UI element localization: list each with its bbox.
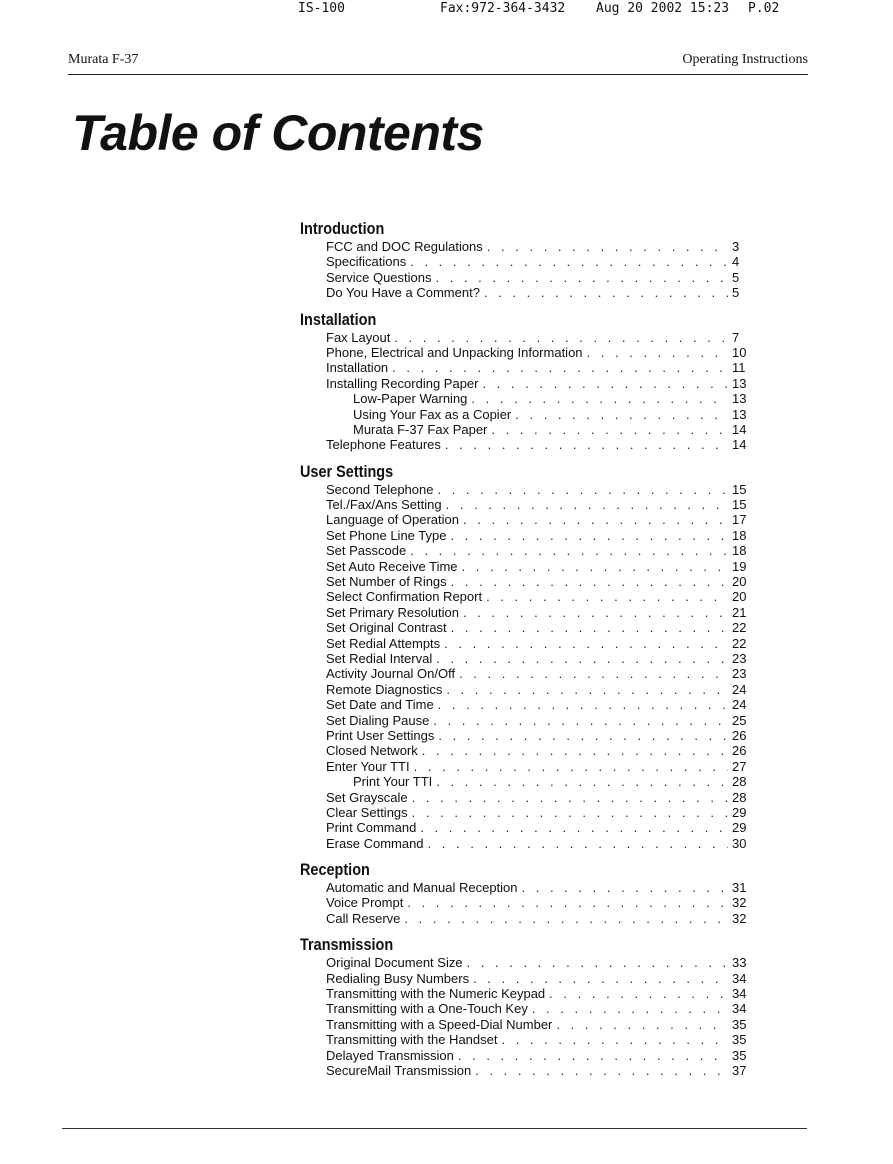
toc-entry bbox=[300, 497, 750, 512]
toc-entry bbox=[300, 605, 750, 620]
toc-entry bbox=[300, 543, 750, 558]
toc-entry bbox=[300, 1001, 750, 1016]
page-title: Table of Contents bbox=[72, 105, 484, 161]
dot-leader bbox=[412, 790, 728, 805]
toc-entry bbox=[300, 895, 750, 910]
toc-entry-page: 29 bbox=[732, 804, 747, 820]
toc-entry-label: Installing Recording Paper bbox=[326, 375, 479, 391]
toc-entry-label: Remote Diagnostics bbox=[326, 681, 443, 697]
toc-entry-label: Telephone Features bbox=[326, 437, 441, 453]
toc-entry bbox=[300, 422, 750, 437]
toc-entry bbox=[300, 512, 750, 527]
toc-entry bbox=[300, 589, 750, 604]
toc-entry-label: Specifications bbox=[326, 254, 407, 270]
toc-entry-page: 21 bbox=[732, 604, 747, 620]
section-heading: Reception bbox=[300, 860, 370, 880]
toc-entry-page: 14 bbox=[732, 421, 747, 437]
toc-entry-page: 15 bbox=[732, 481, 747, 497]
dot-leader bbox=[501, 1032, 728, 1047]
toc-entry bbox=[300, 971, 750, 986]
running-header bbox=[68, 52, 808, 75]
toc-entry-label: Service Questions bbox=[326, 269, 432, 285]
toc-section bbox=[300, 462, 750, 851]
toc-entry-page: 20 bbox=[732, 589, 747, 605]
dot-leader bbox=[420, 820, 728, 835]
toc-entry bbox=[300, 239, 750, 254]
product-name: Murata F-37 bbox=[68, 52, 139, 67]
toc-entry-label: Set Date and Time bbox=[326, 697, 434, 713]
toc-entry bbox=[300, 254, 750, 269]
toc-entry bbox=[300, 1032, 750, 1047]
toc-entry-label: Select Confirmation Report bbox=[326, 589, 483, 605]
toc-entry-page: 30 bbox=[732, 835, 747, 851]
dot-leader bbox=[486, 589, 728, 604]
toc-entry bbox=[300, 682, 750, 697]
toc-entry-page: 24 bbox=[732, 697, 747, 713]
toc-entry-page: 26 bbox=[732, 743, 747, 759]
toc-entry-label: Set Redial Attempts bbox=[326, 635, 441, 651]
toc-entry bbox=[300, 986, 750, 1001]
toc-entry bbox=[300, 697, 750, 712]
toc-entry-page: 19 bbox=[732, 558, 747, 574]
toc-entry-page: 4 bbox=[732, 254, 740, 270]
toc-section bbox=[300, 219, 750, 301]
toc-entry-label: Transmitting with the Handset bbox=[326, 1032, 498, 1048]
toc-entry-page: 5 bbox=[732, 285, 740, 301]
toc-entry-label: Delayed Transmission bbox=[326, 1047, 454, 1063]
dot-leader bbox=[491, 422, 728, 437]
toc-entry-page: 3 bbox=[732, 239, 740, 254]
toc-entry-label: Print User Settings bbox=[326, 727, 435, 743]
toc-entry bbox=[300, 482, 750, 497]
dot-leader bbox=[482, 376, 728, 391]
fax-transmission-header bbox=[0, 0, 893, 20]
toc-entry-label: Set Grayscale bbox=[326, 789, 408, 805]
toc-entry-label: Murata F-37 Fax Paper bbox=[353, 421, 488, 437]
toc-entry bbox=[300, 1048, 750, 1063]
toc-entry bbox=[300, 528, 750, 543]
toc-entry bbox=[300, 820, 750, 835]
dot-leader bbox=[407, 895, 728, 910]
dot-leader bbox=[433, 713, 728, 728]
toc-entry-label: Original Document Size bbox=[326, 955, 463, 971]
dot-leader bbox=[462, 559, 728, 574]
toc-entry bbox=[300, 743, 750, 758]
dot-leader bbox=[549, 986, 728, 1001]
section-heading: User Settings bbox=[300, 461, 394, 481]
section-heading: Transmission bbox=[300, 935, 394, 955]
toc-entry-label: Transmitting with a Speed-Dial Number bbox=[326, 1016, 553, 1032]
dot-leader bbox=[522, 880, 728, 895]
toc-entry-page: 29 bbox=[732, 820, 747, 836]
toc-entry bbox=[300, 620, 750, 635]
toc-entry-page: 20 bbox=[732, 574, 747, 590]
dot-leader bbox=[451, 574, 728, 589]
toc-entry-label: Transmitting with a One-Touch Key bbox=[326, 1001, 528, 1017]
toc-entry-label: Second Telephone bbox=[326, 481, 434, 497]
dot-leader bbox=[394, 330, 728, 345]
dot-leader bbox=[436, 774, 728, 789]
dot-leader bbox=[428, 836, 728, 851]
toc-entry-label: Print Command bbox=[326, 820, 417, 836]
dot-leader bbox=[487, 239, 728, 254]
toc-entry bbox=[300, 574, 750, 589]
dot-leader bbox=[438, 697, 728, 712]
dot-leader bbox=[436, 651, 728, 666]
toc-entry-label: Fax Layout bbox=[326, 329, 391, 345]
toc-entry-label: Tel./Fax/Ans Setting bbox=[326, 497, 442, 513]
toc-entry-label: Voice Prompt bbox=[326, 895, 404, 911]
toc-entry-list bbox=[300, 239, 750, 301]
dot-leader bbox=[463, 512, 728, 527]
toc-entry-label: Redialing Busy Numbers bbox=[326, 970, 470, 986]
toc-entry bbox=[300, 728, 750, 743]
toc-entry-label: Language of Operation bbox=[326, 512, 459, 528]
toc-entry-label: Closed Network bbox=[326, 743, 418, 759]
toc-entry-page: 28 bbox=[732, 774, 747, 790]
toc-entry-label: Call Reserve bbox=[326, 910, 401, 926]
dot-leader bbox=[556, 1017, 728, 1032]
toc-entry bbox=[300, 1017, 750, 1032]
dot-leader bbox=[446, 497, 728, 512]
fax-number: Fax:972-364-3432 bbox=[440, 1, 566, 16]
toc-entry-label: Set Phone Line Type bbox=[326, 527, 447, 543]
toc-entry-page: 5 bbox=[732, 269, 740, 285]
toc-entry-page: 34 bbox=[732, 1001, 747, 1017]
toc-entry bbox=[300, 666, 750, 681]
section-heading: Installation bbox=[300, 309, 377, 329]
toc-entry bbox=[300, 774, 750, 789]
toc-entry-page: 32 bbox=[732, 895, 747, 911]
dot-leader bbox=[392, 360, 728, 375]
dot-leader bbox=[532, 1001, 728, 1016]
dot-leader bbox=[414, 759, 728, 774]
toc-entry bbox=[300, 836, 750, 851]
toc-entry-page: 22 bbox=[732, 635, 747, 651]
toc-entry-label: Set Dialing Pause bbox=[326, 712, 430, 728]
toc-entry bbox=[300, 345, 750, 360]
dot-leader bbox=[404, 911, 728, 926]
toc-entry-list bbox=[300, 330, 750, 453]
dot-leader bbox=[473, 971, 728, 986]
toc-entry-page: 33 bbox=[732, 955, 747, 971]
toc-entry bbox=[300, 270, 750, 285]
toc-entry bbox=[300, 651, 750, 666]
toc-entry-page: 10 bbox=[732, 344, 747, 360]
toc-entry bbox=[300, 713, 750, 728]
dot-leader bbox=[515, 407, 728, 422]
toc-entry-page: 37 bbox=[732, 1062, 747, 1078]
dot-leader bbox=[458, 1048, 728, 1063]
toc-entry-label: Transmitting with the Numeric Keypad bbox=[326, 986, 546, 1002]
toc-entry-page: 7 bbox=[732, 329, 740, 345]
toc-entry-label: Set Number of Rings bbox=[326, 574, 447, 590]
dot-leader bbox=[587, 345, 728, 360]
dot-leader bbox=[463, 605, 728, 620]
toc-entry-page: 28 bbox=[732, 789, 747, 805]
dot-leader bbox=[445, 437, 728, 452]
dot-leader bbox=[467, 955, 728, 970]
fax-page-number: P.02 bbox=[748, 1, 780, 16]
toc-entry bbox=[300, 407, 750, 422]
dot-leader bbox=[459, 666, 728, 681]
toc-entry-label: Activity Journal On/Off bbox=[326, 666, 456, 682]
toc-entry-label: Using Your Fax as a Copier bbox=[353, 406, 512, 422]
dot-leader bbox=[475, 1063, 728, 1078]
toc-entry bbox=[300, 437, 750, 452]
toc-entry-page: 22 bbox=[732, 620, 747, 636]
toc-entry-page: 15 bbox=[732, 497, 747, 513]
toc-entry-page: 34 bbox=[732, 970, 747, 986]
toc-entry-label: Set Original Contrast bbox=[326, 620, 447, 636]
toc-entry-label: Do You Have a Comment? bbox=[326, 285, 480, 301]
toc-entry-page: 14 bbox=[732, 437, 747, 453]
toc-entry bbox=[300, 790, 750, 805]
dot-leader bbox=[410, 543, 728, 558]
toc-entry-label: Print Your TTI bbox=[353, 774, 433, 790]
toc-entry-label: SecureMail Transmission bbox=[326, 1062, 472, 1078]
toc-section bbox=[300, 310, 750, 453]
toc-entry-list bbox=[300, 880, 750, 926]
toc-entry-page: 23 bbox=[732, 650, 747, 666]
document-name: Operating Instructions bbox=[682, 52, 808, 67]
toc-entry bbox=[300, 955, 750, 970]
toc-entry bbox=[300, 360, 750, 375]
dot-leader bbox=[437, 482, 728, 497]
toc-entry-label: Set Passcode bbox=[326, 543, 407, 559]
table-of-contents bbox=[300, 219, 750, 1087]
fax-date: Aug 20 2002 15:23 bbox=[596, 1, 730, 16]
toc-entry-label: Installation bbox=[326, 360, 389, 376]
toc-entry-page: 31 bbox=[732, 880, 747, 896]
toc-entry-page: 35 bbox=[732, 1032, 747, 1048]
toc-entry-page: 11 bbox=[732, 360, 746, 376]
toc-entry-label: Set Redial Interval bbox=[326, 650, 433, 666]
section-heading: Introduction bbox=[300, 219, 385, 238]
toc-entry-label: Set Primary Resolution bbox=[326, 604, 459, 620]
toc-entry-page: 25 bbox=[732, 712, 747, 728]
toc-entry-page: 17 bbox=[732, 512, 747, 528]
toc-entry-label: Clear Settings bbox=[326, 804, 408, 820]
toc-entry bbox=[300, 376, 750, 391]
toc-entry bbox=[300, 759, 750, 774]
dot-leader bbox=[451, 620, 728, 635]
dot-leader bbox=[422, 743, 728, 758]
dot-leader bbox=[450, 528, 728, 543]
fax-sender-id: IS-100 bbox=[298, 1, 345, 16]
toc-entry-label: Phone, Electrical and Unpacking Information bbox=[326, 344, 583, 360]
dot-leader bbox=[410, 254, 728, 269]
toc-entry-label: Set Auto Receive Time bbox=[326, 558, 458, 574]
dot-leader bbox=[444, 636, 728, 651]
dot-leader bbox=[438, 728, 728, 743]
toc-entry bbox=[300, 559, 750, 574]
toc-entry bbox=[300, 1063, 750, 1078]
toc-entry bbox=[300, 911, 750, 926]
toc-entry-page: 13 bbox=[732, 391, 747, 407]
toc-entry-label: Low-Paper Warning bbox=[353, 391, 468, 407]
toc-entry bbox=[300, 805, 750, 820]
toc-entry-page: 18 bbox=[732, 543, 747, 559]
toc-entry-label: FCC and DOC Regulations bbox=[326, 239, 483, 254]
toc-entry-page: 34 bbox=[732, 986, 747, 1002]
toc-entry-page: 26 bbox=[732, 727, 747, 743]
toc-entry-page: 18 bbox=[732, 527, 747, 543]
toc-entry bbox=[300, 285, 750, 300]
toc-entry-label: Enter Your TTI bbox=[326, 758, 410, 774]
toc-entry-page: 35 bbox=[732, 1016, 747, 1032]
dot-leader bbox=[484, 285, 728, 300]
dot-leader bbox=[471, 391, 728, 406]
toc-entry-page: 32 bbox=[732, 910, 747, 926]
dot-leader bbox=[446, 682, 728, 697]
toc-section bbox=[300, 935, 750, 1078]
toc-entry bbox=[300, 636, 750, 651]
toc-entry-page: 13 bbox=[732, 406, 747, 422]
toc-entry-page: 23 bbox=[732, 666, 747, 682]
toc-entry bbox=[300, 880, 750, 895]
toc-entry bbox=[300, 391, 750, 406]
toc-entry-page: 35 bbox=[732, 1047, 747, 1063]
toc-entry bbox=[300, 330, 750, 345]
dot-leader bbox=[436, 270, 729, 285]
toc-entry-page: 27 bbox=[732, 758, 747, 774]
toc-entry-list bbox=[300, 482, 750, 851]
bottom-divider bbox=[62, 1128, 807, 1129]
toc-entry-label: Automatic and Manual Reception bbox=[326, 880, 518, 896]
toc-section bbox=[300, 860, 750, 926]
toc-entry-list bbox=[300, 955, 750, 1078]
toc-entry-page: 24 bbox=[732, 681, 747, 697]
toc-entry-page: 13 bbox=[732, 375, 747, 391]
toc-entry-label: Erase Command bbox=[326, 835, 424, 851]
dot-leader bbox=[412, 805, 728, 820]
